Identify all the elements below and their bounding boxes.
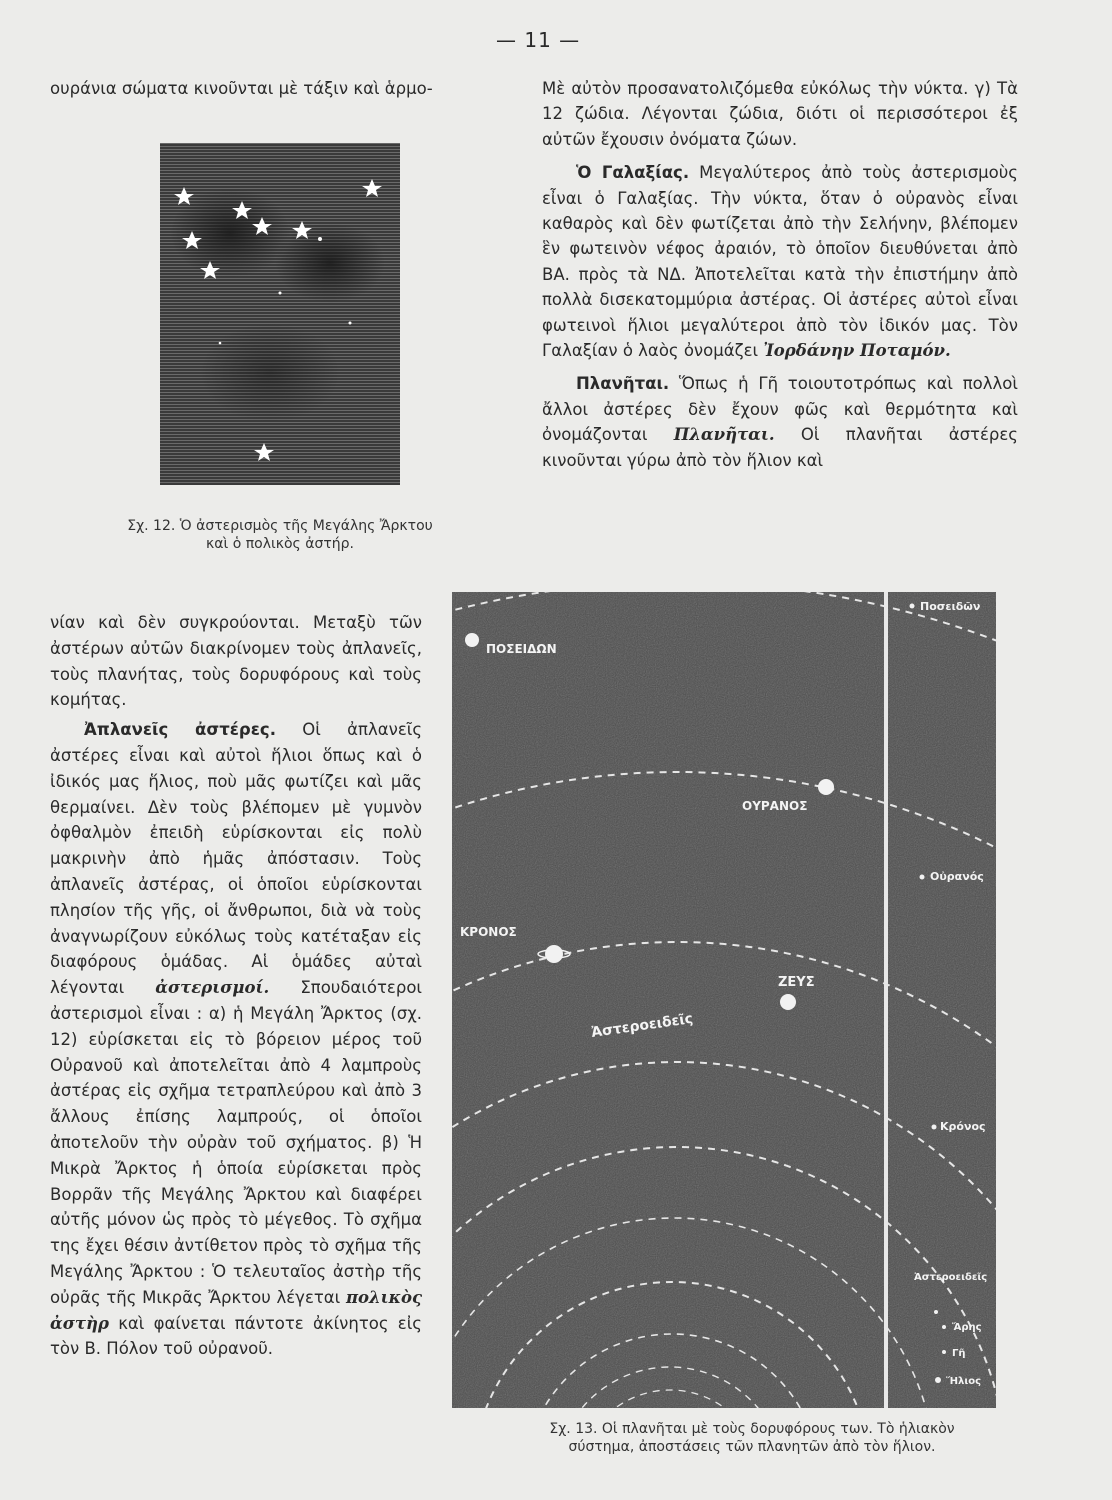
planet-poseidon (465, 633, 479, 647)
right-paragraph-galaxias (542, 160, 1018, 363)
right-paragraph-planets (542, 371, 1018, 473)
planet-kronos (545, 945, 563, 963)
figure-13-image (452, 592, 996, 1408)
figure-12-image (160, 143, 400, 485)
scale-divider (884, 592, 888, 1408)
figure-12-caption-line2: καὶ ὁ πολικὸς ἀστήρ. (206, 536, 354, 552)
label-kronos: ΚΡΟΝΟΣ (460, 925, 517, 939)
asterismoi-term: ἀστερισμοί. (155, 978, 270, 998)
heading-planets: Πλανῆται. (576, 374, 670, 394)
right-paragraph-1: Μὲ αὐτὸν προσανατολιζόμεθα εὐκόλως τὴν νύκτα. γ) Τὰ 12 ζώδια. Λέγονται ζώδια, διότι οἱ περισσότεροι ἐξ αὐτῶν ἔχουσιν ὀνόματα ζώων. (542, 79, 1018, 149)
left-paragraph-1: νίαν καὶ δὲν συγκρούονται. Μεταξὺ τῶν ἀστέρων αὐτῶν διακρίνομεν τοὺς ἀπλανεῖς, τοὺς πλανήτας, τοὺς δορυφόρους καὶ τοὺς κομήτας. (50, 613, 422, 710)
strip-ouranos: Οὐρανός (930, 870, 984, 883)
aplaneis-text: Οἱ ἀπλανεῖς ἀστέρες εἶναι καὶ αὐτοὶ ἥλιοι ὅπως καὶ ὁ ἰδικός μας ἥλιος, ποὺ μᾶς φωτίζει καὶ μᾶς θερμαίνει. Δὲν τοὺς βλέπομεν μὲ γυμνὸν ὀφθαλμὸν ἐπειδὴ εὑρίσκονται εἰς πολὺ μακρινὴν ἀπὸ ἡμᾶς ἀπόστασιν. Τοὺς ἀπλανεῖς ἀστέρας, οἱ ὁποῖοι εὑρίσκονται πλησίον τῆς γῆς, οἱ ἄνθρωποι, διὰ νὰ τοὺς ἀναγνωρίζουν εὐκόλως τοὺς κατέταξαν εἰς διαφόρους ὁμάδας. Αἱ ὁμάδες αὐταὶ λέγονται (50, 720, 423, 998)
figure-13-caption-line1: Σχ. 13. Οἱ πλανῆται μὲ τοὺς δορυφόρους των. Τὸ ἡλιακὸν (549, 1421, 955, 1437)
figure-13-caption (452, 1420, 1052, 1456)
galaxias-text: Μεγαλύτερος ἀπὸ τοὺς ἀστερισμοὺς εἶναι ὁ Γαλαξίας. Τὴν νύκτα, ὅταν ὁ οὐρανὸς εἶναι καθαρὸς καὶ δὲν φωτίζεται ἀπὸ τὴν Σελήνην, βλέπομεν ἓν φωτεινὸν νέφος ἀραιόν, τὸ ὁποῖον διευθύνεται ἀπὸ ΒΑ. πρὸς τὰ ΝΔ. Ἀποτελεῖται κατὰ τὴν ἐπιστήμην ἀπὸ πολλὰ δισεκατομμύρια ἀστέρας. Οἱ ἀστέρες αὐτοὶ εἶναι φωτεινοὶ ἥλιοι μεγαλύτεροι ἀπὸ τὸν ἰδικόν μας. Τὸν Γαλαξίαν ὁ λαὸς ὀνομάζει (542, 163, 1018, 361)
planet-zeus (780, 994, 796, 1010)
planet-ouranos (818, 779, 834, 795)
label-poseidon: ΠΟΣΕΙΔΩΝ (486, 642, 557, 656)
heading-galaxias: Ὁ Γαλαξίας. (576, 163, 690, 183)
label-ouranos: ΟΥΡΑΝΟΣ (742, 799, 808, 813)
strip-ge: Γῆ (952, 1348, 966, 1359)
strip-poseidon: Ποσειδῶν (920, 600, 981, 613)
strip-helios: Ἥλιος (946, 1376, 982, 1387)
polar-star-term: πολικὸς ἀστὴρ (50, 1287, 422, 1333)
strip-asteroids: Ἀστεροειδεῖς (914, 1272, 988, 1283)
planets-term: Πλανῆται. (673, 425, 775, 445)
jordan-river-term: Ἰορδάνην Ποταμόν. (763, 341, 951, 361)
aplaneis-text-2: Σπουδαιότεροι ἀστερισμοὶ εἶναι : α) ἡ Μεγάλη Ἄρκτος (σχ. 12) εὑρίσκεται εἰς τὸ βόρειον μέρος τοῦ Οὐρανοῦ καὶ ἀποτελεῖται ἀπὸ 4 λαμπροὺς ἀστέρας εἰς σχῆμα τετραπλεύρου καὶ ἀπὸ 3 ἄλλους ἐπίσης λαμπρούς, οἱ ὁποῖοι ἀποτελοῦν τὴν οὐρὰν τοῦ σχήματος. β) Ἡ Μικρὰ Ἄρκτος ἡ ὁποία εὑρίσκεται πρὸς Βορρᾶν τῆς Μεγάλης Ἄρκτου καὶ διαφέρει αὐτῆς μόνον ὡς πρὸς τὸ μέγεθος. Τὸ σχῆμα της ἔχει θέσιν ἀντίθετον πρὸς τὸ σχῆμα τῆς Μεγάλης Ἄρκτου : Ὁ τελευταῖος ἀστὴρ τῆς οὐρᾶς τῆς Μικρᾶς Ἄρκτου λέγεται (50, 978, 422, 1307)
heading-aplaneis: Ἀπλανεῖς ἀστέρες. (84, 720, 276, 740)
figure-12-caption (80, 517, 480, 553)
figure-13-caption-line2: σύστημα, ἀποστάσεις τῶν πλανητῶν ἀπὸ τὸν ἥλιον. (568, 1439, 936, 1455)
label-zeus: ΖΕΥΣ (778, 975, 815, 990)
planets-text-2: Οἱ πλανῆται ἀστέρες κινοῦνται γύρω ἀπὸ τὸν ἥλιον καὶ (542, 425, 1018, 470)
left-bottom-text (50, 610, 422, 1362)
aplaneis-text-3: καὶ φαίνεται πάντοτε ἀκίνητος εἰς τὸν Β. Πόλον τοῦ οὐρανοῦ. (50, 1313, 422, 1359)
label-asteroids: Ἀστεροειδεῖς (590, 1010, 695, 1041)
left-top-line: ουράνια σώματα κινοῦνται μὲ τάξιν καὶ ἁρμο- (50, 79, 433, 98)
left-top-text (50, 76, 520, 101)
planets-text: Ὅπως ἡ Γῆ τοιουτοτρόπως καὶ πολλοὶ ἄλλοι ἀστέρες δὲν ἔχουν φῶς καὶ θερμότητα καὶ ὀνομάζονται (542, 374, 1018, 445)
strip-ares: Ἄρης (952, 1322, 982, 1333)
right-top-text (542, 76, 1018, 473)
figure-12-caption-line1: Σχ. 12. Ὁ ἀστερισμὸς τῆς Μεγάλης Ἄρκτου (127, 518, 433, 534)
left-paragraph-aplaneis (50, 717, 422, 1362)
page-number: — 11 — (496, 28, 581, 52)
strip-kronos: Κρόνος (940, 1120, 986, 1133)
